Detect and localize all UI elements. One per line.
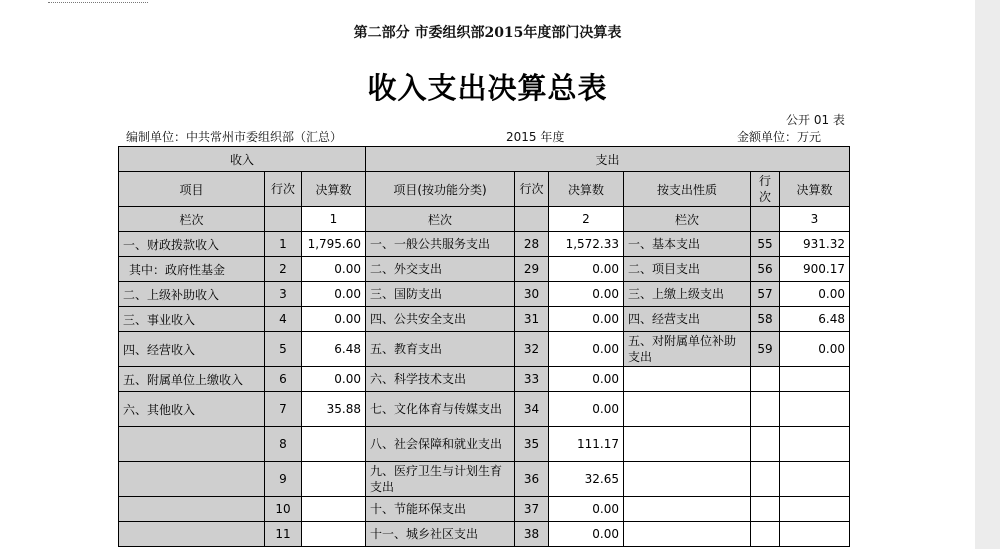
nature-item [624,462,751,497]
expense-item: 五、教育支出 [366,332,515,367]
nature-line [751,392,780,427]
nature-line: 59 [751,332,780,367]
nature-line-blank [751,207,780,232]
income-amount: 0.00 [302,307,366,332]
income-line: 8 [265,427,302,462]
income-amount: 1,795.60 [302,232,366,257]
income-line-header: 行次 [265,172,302,207]
income-item: 五、附属单位上缴收入 [119,367,265,392]
compiling-unit: 编制单位：中共常州市委组织部（汇总） [126,130,343,144]
nature-amount: 6.48 [780,307,850,332]
nature-item: 三、上缴上级支出 [624,282,751,307]
nature-line [751,367,780,392]
expense-line: 35 [515,427,549,462]
nature-line-header: 行次 [751,172,780,207]
header-row-columns [119,172,850,207]
income-item [119,427,265,462]
income-item: 一、财政拨款收入 [119,232,265,257]
expense-item: 七、文化体育与传媒支出 [366,392,515,427]
expense-amount: 0.00 [549,307,624,332]
column-index-1: 1 [302,207,366,232]
table-row [119,232,850,257]
table-row [119,332,850,367]
income-amount-header: 决算数 [302,172,366,207]
expense-item: 三、国防支出 [366,282,515,307]
income-line: 11 [265,522,302,547]
expense-amount: 32.65 [549,462,624,497]
top-edge-mark [48,0,148,3]
expense-amount: 111.17 [549,427,624,462]
nature-line [751,462,780,497]
table-row [119,522,850,547]
income-header: 收入 [119,147,366,172]
expense-amount-header: 决算数 [549,172,624,207]
expense-amount: 0.00 [549,497,624,522]
nature-amount: 900.17 [780,257,850,282]
form-number: 公开 01 表 [786,113,845,127]
expense-line: 31 [515,307,549,332]
expense-item: 九、医疗卫生与计划生育支出 [366,462,515,497]
nature-line: 56 [751,257,780,282]
income-amount: 35.88 [302,392,366,427]
income-line: 6 [265,367,302,392]
expense-line: 29 [515,257,549,282]
nature-amount-header: 决算数 [780,172,850,207]
table-row [119,367,850,392]
table-row [119,392,850,427]
expense-line-blank [515,207,549,232]
nature-item: 一、基本支出 [624,232,751,257]
expense-amount: 0.00 [549,522,624,547]
nature-item [624,497,751,522]
nature-amount: 0.00 [780,282,850,307]
expense-line: 28 [515,232,549,257]
nature-column-label: 栏次 [624,207,751,232]
income-amount: 0.00 [302,367,366,392]
income-line: 10 [265,497,302,522]
column-index-row [119,207,850,232]
income-amount [302,462,366,497]
nature-amount [780,367,850,392]
expense-amount: 0.00 [549,392,624,427]
nature-amount [780,427,850,462]
table-row [119,257,850,282]
expense-item: 八、社会保障和就业支出 [366,427,515,462]
income-item: 二、上级补助收入 [119,282,265,307]
expense-line: 32 [515,332,549,367]
column-index-3: 3 [780,207,850,232]
fiscal-year: 2015 年度 [506,130,565,144]
viewer-gutter [975,0,1000,549]
column-index-2: 2 [549,207,624,232]
income-amount: 0.00 [302,282,366,307]
income-expense-table [118,146,850,547]
income-line: 5 [265,332,302,367]
income-line: 2 [265,257,302,282]
table-row [119,462,850,497]
nature-amount: 0.00 [780,332,850,367]
table-row [119,427,850,462]
expense-line: 37 [515,497,549,522]
nature-amount [780,392,850,427]
income-item-header: 项目 [119,172,265,207]
nature-item [624,427,751,462]
expense-line-header: 行次 [515,172,549,207]
income-line-blank [265,207,302,232]
expense-header: 支出 [366,147,850,172]
nature-line: 57 [751,282,780,307]
income-item [119,522,265,547]
nature-item-header: 按支出性质 [624,172,751,207]
income-amount: 6.48 [302,332,366,367]
amount-unit: 金额单位：万元 [737,130,822,144]
expense-item: 二、外交支出 [366,257,515,282]
income-line: 7 [265,392,302,427]
expense-amount: 0.00 [549,332,624,367]
header-row-sections [119,147,850,172]
expense-amount: 1,572.33 [549,232,624,257]
expense-line: 34 [515,392,549,427]
part-title: 第二部分 市委组织部2015年度部门决算表 [353,25,622,41]
nature-item [624,367,751,392]
income-item [119,497,265,522]
income-line: 1 [265,232,302,257]
nature-line [751,497,780,522]
income-line: 9 [265,462,302,497]
main-title: 收入支出决算总表 [367,71,608,105]
income-amount [302,522,366,547]
expense-line: 30 [515,282,549,307]
income-line: 3 [265,282,302,307]
income-item: 四、经营收入 [119,332,265,367]
nature-item [624,392,751,427]
nature-item: 四、经营支出 [624,307,751,332]
income-amount [302,497,366,522]
expense-item: 十、节能环保支出 [366,497,515,522]
income-item [119,462,265,497]
income-item: 其中：政府性基金 [119,257,265,282]
expense-line: 38 [515,522,549,547]
table-row [119,497,850,522]
income-line: 4 [265,307,302,332]
expense-item: 十一、城乡社区支出 [366,522,515,547]
expense-column-label: 栏次 [366,207,515,232]
table-row [119,282,850,307]
nature-item: 五、对附属单位补助支出 [624,332,751,367]
nature-line [751,522,780,547]
expense-amount: 0.00 [549,282,624,307]
nature-amount [780,497,850,522]
expense-item: 四、公共安全支出 [366,307,515,332]
nature-line: 55 [751,232,780,257]
nature-amount: 931.32 [780,232,850,257]
expense-item-header: 项目(按功能分类) [366,172,515,207]
table-row [119,307,850,332]
income-item: 三、事业收入 [119,307,265,332]
nature-amount [780,522,850,547]
expense-amount: 0.00 [549,257,624,282]
expense-item: 一、一般公共服务支出 [366,232,515,257]
income-column-label: 栏次 [119,207,265,232]
expense-item: 六、科学技术支出 [366,367,515,392]
expense-amount: 0.00 [549,367,624,392]
income-amount: 0.00 [302,257,366,282]
nature-line: 58 [751,307,780,332]
nature-line [751,427,780,462]
income-amount [302,427,366,462]
expense-line: 36 [515,462,549,497]
expense-line: 33 [515,367,549,392]
nature-item: 二、项目支出 [624,257,751,282]
nature-amount [780,462,850,497]
nature-item [624,522,751,547]
income-item: 六、其他收入 [119,392,265,427]
